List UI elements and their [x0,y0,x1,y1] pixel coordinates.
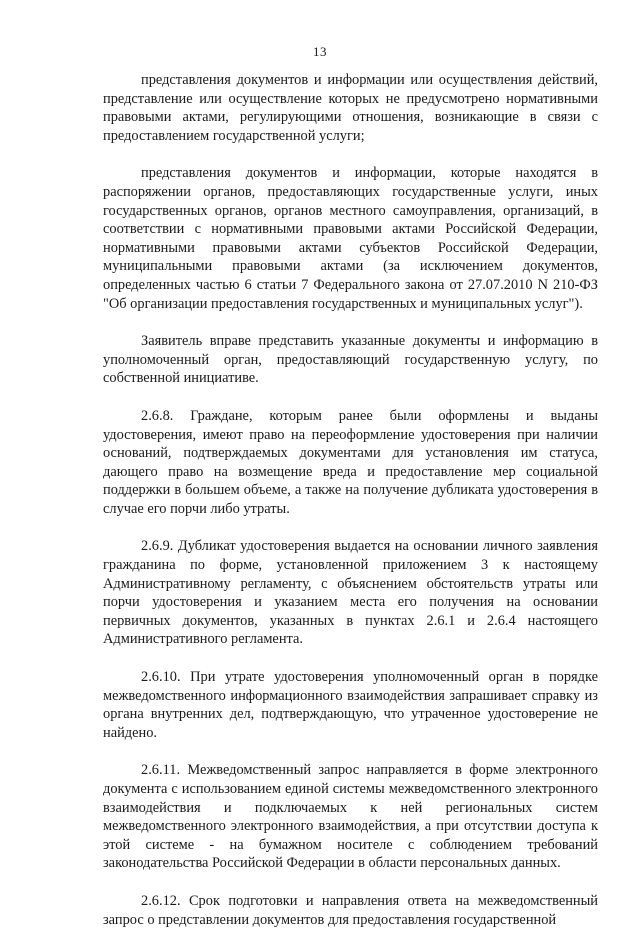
paragraph-applicant-right: Заявитель вправе представить указанные документы и информацию в уполномоченный орган, предоставляющий государственную услугу, по собственной инициативе. [103,333,598,387]
paragraph-restrictions-continuation: представления документов и информации или осуществления действий, представление или осуществление которых не предусмотрено нормативными правовыми актами, регулирующими отношения, возникающие в связи с предоставлением государственной услуги; [103,72,598,144]
paragraph-2-6-9: 2.6.9. Дубликат удостоверения выдается на основании личного заявления гражданина по форме, установленной приложением 3 к настоящему Административному регламенту, с объяснением обстоятельств утраты или порчи удостоверения и указанием места его получения на основании первичных документов, указанных в пунктах 2.6.1 и 2.6.4 настоящего Административного регламента. [103,538,598,648]
page-number: 13 [313,44,327,59]
paragraph-documents-held-by-agencies: представления документов и информации, которые находятся в распоряжении органов, предоставляющих государственные услуги, иных государственных органов, органов местного самоуправления, организаций, в соответствии с нормативными правовыми актами Российской Федерации, нормативными правовыми актами субъектов Российской Федерации, муниципальными правовыми актами (за исключением документов, определенных частью 6 статьи 7 Федерального закона от 27.07.2010 N 210-ФЗ "Об организации предоставления государственных и муниципальных услуг"). [103,165,598,312]
document-body [103,71,598,929]
paragraph-2-6-12: 2.6.12. Срок подготовки и направления ответа на межведомственный запрос о представлении документов для предоставления государственной [103,892,598,928]
paragraph-2-6-11: 2.6.11. Межведомственный запрос направляется в форме электронного документа с использованием единой системы межведомственного электронного взаимодействия и подключаемых к ней региональных систем межведомственного электронного взаимодействия, а при отсутствии доступа к этой системе - на бумажном носителе с соблюдением требований законодательства Российской Федерации в области персональных данных. [103,762,598,872]
paragraph-2-6-10: 2.6.10. При утрате удостоверения уполномоченный орган в порядке межведомственного информационного взаимодействия запрашивает справку из органа внутренних дел, подтверждающую, что утраченное удостоверение не найдено. [103,669,598,741]
paragraph-2-6-8: 2.6.8. Граждане, которым ранее были оформлены и выданы удостоверения, имеют право на переоформление удостоверения при наличии оснований, подтверждаемых документами для установления им статуса, дающего право на возмещение вреда и предоставление мер социальной поддержки в большем объеме, а также на получение дубликата удостоверения в случае его порчи либо утраты. [103,407,598,517]
